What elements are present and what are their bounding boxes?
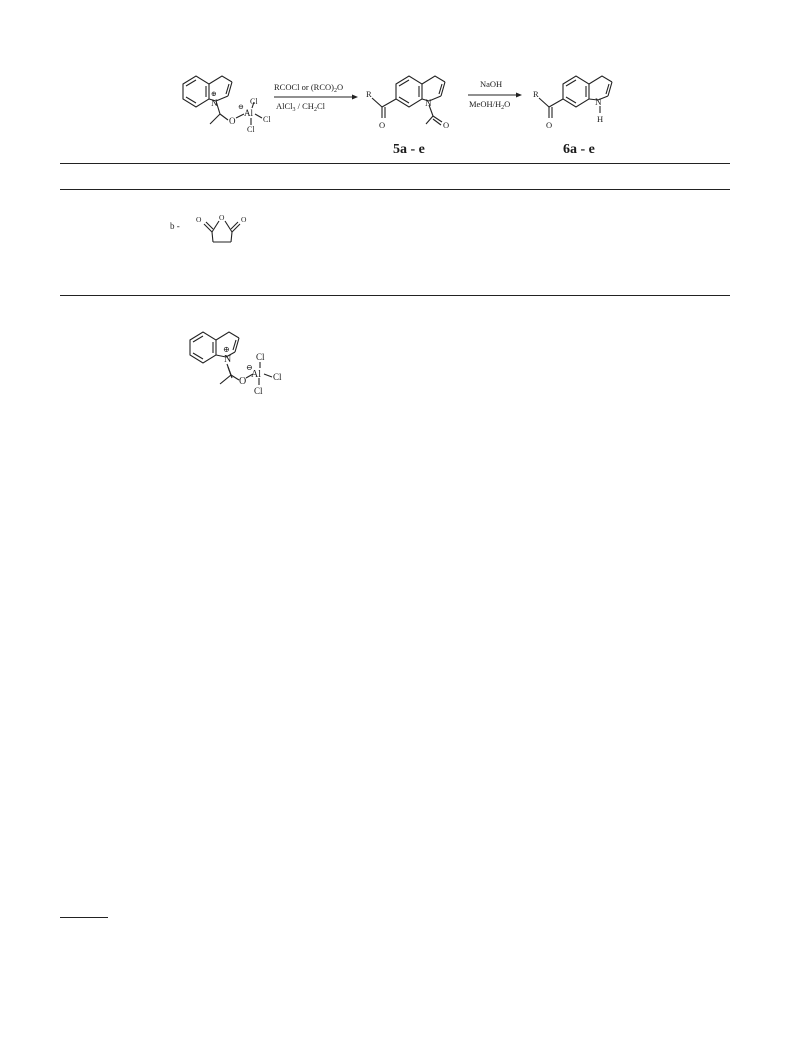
indole-complex-structure [183,76,271,134]
compound-6-N: N [595,97,602,107]
anhydride-O-left: O [196,215,202,224]
succinic-anhydride-structure [188,210,258,250]
compound-6-O: O [546,120,553,130]
complex2-O-atom: O [239,376,247,387]
reagent-1-line-2: AlCl$_3$ / $CH_2Cl$ [276,101,325,113]
table-row-b-label: b - [170,221,180,231]
compound-5-R: R [366,89,372,99]
compound-6-label: 6a - e [563,142,595,157]
complex-N-charge: ⊕ [211,90,217,98]
complex2-Cl-right: Cl [273,372,282,382]
complex-Cl-bottom: Cl [247,125,255,134]
indole-complex-structure-2 [180,320,310,400]
complex2-N-atom: N [224,354,232,365]
complex-N-atom: N [211,98,218,108]
complex-Cl-top: Cl [250,97,258,106]
complex2-Cl-bottom: Cl [254,386,263,396]
anhydride-O-ring: O [219,213,225,222]
complex2-Cl-top: Cl [256,352,265,362]
complex-Al-charge: ⊖ [238,103,244,111]
complex-Cl-right: Cl [263,115,271,124]
compound-5-O-acyl: O [379,120,386,130]
compound-6-H: H [597,114,604,124]
compound-5-structure [366,76,449,130]
compound-5-O-acetyl: O [443,120,450,130]
compound-5-N: N [425,98,432,108]
compound-6-structure [533,76,612,130]
table-top-rule [60,163,730,164]
reaction-arrow-2 [468,93,522,98]
table-bottom-rule [60,295,730,296]
compound-5-label: 5a - e [393,142,425,157]
complex-O-atom: O [229,116,236,126]
reaction-arrow-1 [274,95,358,100]
complex2-Al-charge: ⊖ [246,363,253,372]
reagent-2-line-2: MeOH/$H_2O$ [469,99,511,111]
table-header-rule [60,189,730,190]
footnote-rule [60,917,108,918]
reagent-1-line-1: RCOCl or $(RCO)_2O$ [274,82,344,94]
anhydride-O-right: O [241,215,247,224]
reagent-2-line-1: NaOH [480,79,503,89]
compound-6-R: R [533,89,539,99]
complex-Al-atom: Al [244,108,253,118]
complex2-Al-atom: Al [251,369,261,380]
complex2-N-charge: ⊕ [223,345,230,354]
